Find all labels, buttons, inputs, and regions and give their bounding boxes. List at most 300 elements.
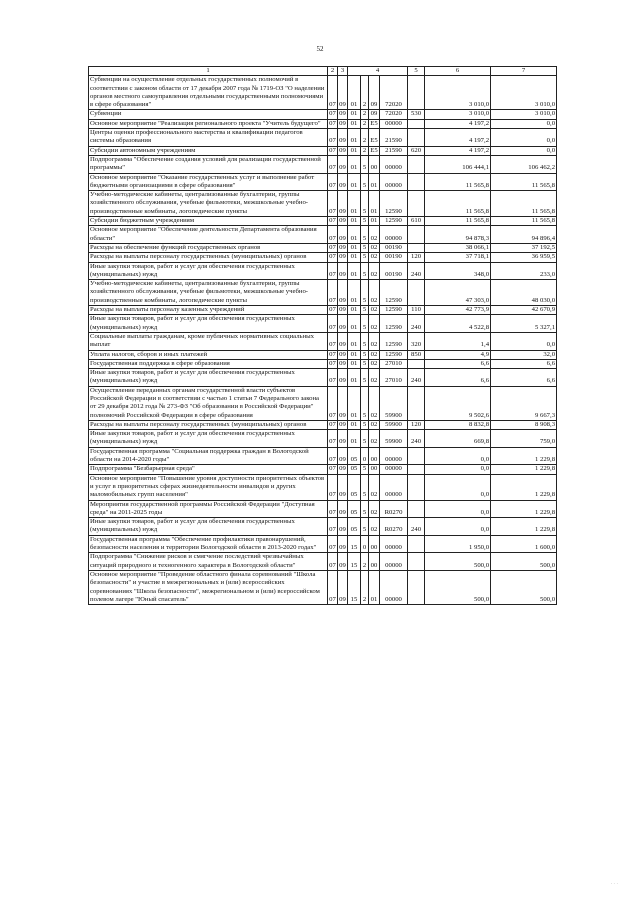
row-amount-col6: 0,0: [425, 465, 491, 474]
row-program-code: 01: [348, 155, 361, 173]
row-direction-code: 00000: [380, 465, 408, 474]
row-direction-code: 72020: [380, 110, 408, 119]
row-amount-col6: 3 010,0: [425, 76, 491, 110]
table-row: [89, 553, 557, 571]
row-amount-col6: 94 878,3: [425, 226, 491, 244]
row-amount-col6: 42 773,9: [425, 306, 491, 315]
row-subsection-code: 09: [339, 253, 346, 261]
row-program-code: 01: [348, 332, 361, 350]
row-expense-type-code: 320: [408, 332, 425, 350]
row-activity-code: E5: [370, 146, 378, 154]
row-amount-col6: 0,0: [425, 474, 491, 500]
table-row: [89, 315, 557, 333]
row-amount-col7: 0,0: [491, 146, 557, 155]
row-subsection-code: 09: [338, 570, 348, 604]
row-expense-type-code: 120: [408, 420, 425, 429]
row-activity-code: 02: [369, 315, 380, 333]
row-name-cell: Осуществление переданных органам государственной власти субъектов Российской Федерации в соответствии с частью 1 статьи 7 Федерального закона от 29 декабря 2012 года № 273-ФЗ "Об образовании в Российской Федерации" полномочий Российской Федерации в сфере образования: [89, 386, 328, 420]
row-expense-type-code: [408, 76, 425, 110]
row-program-code: 01: [348, 191, 361, 217]
row-subsection-code: 09: [338, 332, 348, 350]
row-name-cell: Учебно-методические кабинеты, централизованные бухгалтерии, группы хозяйственного обслуживания, учебные фильмотеки, межшкольные учебно-производственные комбинаты, логопедические пункты: [89, 280, 328, 306]
row-amount-col7: 5 327,1: [491, 315, 557, 333]
row-direction-code: 00000: [380, 155, 408, 173]
table-row: [89, 359, 557, 368]
row-section-code: 07: [328, 155, 338, 173]
row-activity-code: 01: [369, 570, 380, 604]
row-subsection-code: 09: [338, 173, 348, 191]
row-subsection-code: 09: [338, 369, 348, 387]
row-program-code: 01: [348, 386, 361, 420]
row-expense-type-code: [408, 119, 425, 128]
row-expense-type-code: [408, 474, 425, 500]
row-amount-col6: 6,6: [425, 359, 491, 368]
table-row: [89, 191, 557, 217]
row-program-code: 01: [348, 359, 361, 368]
table-row: [89, 535, 557, 553]
row-direction-code: 12590: [380, 315, 408, 333]
row-amount-col6: 4 197,2: [425, 129, 491, 147]
row-name-cell: Государственная программа "Обеспечение профилактики правонарушений, безопасности населения и территории Вологодской области в 2013-2020 годах": [89, 535, 328, 553]
row-section-code: 07: [329, 243, 336, 251]
row-subprogram-code: 2: [361, 146, 369, 155]
row-activity-code: 02: [369, 350, 380, 359]
row-direction-code: 12590: [380, 191, 408, 217]
row-section-code: 07: [329, 110, 336, 118]
table-row: [89, 474, 557, 500]
row-name-cell: Иные закупки товаров, работ и услуг для обеспечения государственных (муниципальных) нужд: [89, 262, 328, 280]
table-row: [89, 500, 557, 518]
row-subsection-code: 09: [338, 430, 348, 448]
row-name-cell: Основное мероприятие "Повышение уровня доступности приоритетных объектов и услуг в приоритетных сферах жизнедеятельности инвалидов и других маломобильных групп населения": [89, 474, 328, 500]
row-direction-code: 27010: [380, 359, 408, 368]
row-activity-code: 00: [369, 155, 380, 173]
row-program-code: 05: [348, 447, 361, 465]
row-section-code: 07: [328, 332, 338, 350]
row-subprogram-code: 5: [361, 430, 369, 448]
row-program-code: 15: [348, 570, 361, 604]
row-name-cell: Центры оценки профессионального мастерства и квалификации педагогов системы образования: [89, 129, 328, 147]
row-subprogram-code: 5: [361, 173, 369, 191]
row-program-code: 01: [348, 253, 361, 262]
row-subsection-code: 09: [338, 386, 348, 420]
row-section-code: 07: [328, 430, 338, 448]
row-subprogram-code: 2: [361, 553, 369, 571]
row-expense-type-code: [408, 243, 425, 252]
row-expense-type-code: 240: [408, 369, 425, 387]
row-amount-col6: 0,0: [425, 518, 491, 536]
row-name-cell: Подпрограмма "Снижение рисков и смягчение последствий чрезвычайных ситуаций природного и техногенного характера в Вологодской области": [89, 553, 328, 571]
row-expense-type-code: 850: [408, 350, 425, 359]
row-expense-type-code: 240: [408, 315, 425, 333]
row-amount-col6: 3 010,0: [425, 110, 491, 119]
table-row: [89, 518, 557, 536]
row-expense-type-code: 620: [408, 146, 425, 155]
table-row: [89, 306, 557, 315]
table-row: [89, 76, 557, 110]
row-program-code: 01: [348, 110, 361, 119]
row-program-code: 05: [348, 500, 361, 518]
table-row: [89, 262, 557, 280]
row-amount-col6: 11 565,8: [425, 191, 491, 217]
row-expense-type-code: 530: [408, 110, 425, 119]
row-amount-col6: 348,0: [425, 262, 491, 280]
row-amount-col6: 11 565,8: [425, 217, 491, 226]
row-direction-code: 59900: [380, 430, 408, 448]
row-amount-col7: 9 667,3: [491, 386, 557, 420]
row-subsection-code: 09: [338, 315, 348, 333]
row-expense-type-code: [408, 173, 425, 191]
row-activity-code: 09: [369, 110, 380, 119]
row-expense-type-code: 240: [408, 518, 425, 536]
row-direction-code: 00000: [380, 570, 408, 604]
row-activity-code: 02: [369, 369, 380, 387]
table-row: [89, 146, 557, 155]
row-name-cell: Основное мероприятие "Проведение областного финала соревнований "Школа безопасности" и участие в межрегиональных и (или) всероссийских соревнованиях "Школа безопасности", межрегиональном и (или) всероссийском полевом лагере "Юный спасатель": [89, 570, 328, 604]
row-program-code: 05: [348, 465, 361, 474]
row-expense-type-code: [408, 386, 425, 420]
row-subsection-code: 09: [338, 280, 348, 306]
row-name-cell: Иные закупки товаров, работ и услуг для обеспечения государственных (муниципальных) нужд: [89, 430, 328, 448]
row-section-code: 07: [329, 306, 336, 314]
row-subsection-code: 09: [339, 359, 346, 367]
row-section-code: 07: [328, 280, 338, 306]
row-activity-code: 02: [369, 430, 380, 448]
row-program-code: 01: [348, 146, 361, 155]
row-direction-code: 00000: [380, 553, 408, 571]
row-section-code: 07: [328, 262, 338, 280]
row-amount-col6: 11 565,8: [425, 173, 491, 191]
row-subprogram-code: 5: [361, 217, 369, 226]
row-amount-col7: 500,0: [491, 553, 557, 571]
row-amount-col6: 47 303,0: [425, 280, 491, 306]
row-section-code: 07: [328, 553, 338, 571]
row-section-code: 07: [328, 474, 338, 500]
row-subsection-code: 09: [339, 350, 346, 358]
row-section-code: 07: [329, 119, 336, 127]
table-row: [89, 332, 557, 350]
row-activity-code: 02: [369, 280, 380, 306]
row-activity-code: E5: [369, 129, 380, 147]
row-amount-col6: 4 197,2: [425, 146, 491, 155]
row-program-code: 01: [348, 129, 361, 147]
row-subprogram-code: 2: [361, 570, 369, 604]
row-amount-col7: 6,6: [491, 359, 557, 368]
row-amount-col7: 32,0: [491, 350, 557, 359]
row-subsection-code: 09: [338, 76, 348, 110]
table-row: [89, 173, 557, 191]
row-subsection-code: 09: [338, 226, 348, 244]
row-direction-code: 12590: [380, 280, 408, 306]
row-program-code: 01: [348, 430, 361, 448]
row-program-code: 01: [348, 243, 361, 252]
row-program-code: 15: [348, 535, 361, 553]
header-col-1: 1: [89, 67, 328, 76]
row-section-code: 07: [328, 535, 338, 553]
row-section-code: 07: [328, 76, 338, 110]
row-amount-col6: 8 832,8: [425, 420, 491, 429]
row-subsection-code: 09: [338, 447, 348, 465]
row-activity-code: 00: [369, 553, 380, 571]
row-program-code: 01: [348, 119, 361, 128]
row-amount-col6: 669,8: [425, 430, 491, 448]
row-expense-type-code: [408, 129, 425, 147]
row-subsection-code: 09: [338, 129, 348, 147]
row-section-code: 07: [329, 350, 336, 358]
row-subprogram-code: 5: [361, 420, 369, 429]
table-row: [89, 253, 557, 262]
row-activity-code: 02: [369, 226, 380, 244]
row-activity-code: 01: [369, 217, 380, 226]
table-row: [89, 110, 557, 119]
row-subsection-code: 09: [339, 420, 346, 428]
row-section-code: 07: [328, 129, 338, 147]
row-activity-code: 02: [369, 332, 380, 350]
row-amount-col7: 1 229,8: [491, 465, 557, 474]
row-direction-code: 59900: [380, 420, 408, 429]
row-amount-col6: 4 197,2: [425, 119, 491, 128]
row-subprogram-code: 5: [361, 350, 369, 359]
row-direction-code: 00000: [380, 119, 408, 128]
row-amount-col6: 1,4: [425, 332, 491, 350]
table-row: [89, 386, 557, 420]
row-amount-col7: 0,0: [491, 332, 557, 350]
row-expense-type-code: [408, 155, 425, 173]
row-expense-type-code: [408, 500, 425, 518]
row-name-cell: Иные закупки товаров, работ и услуг для обеспечения государственных (муниципальных) нужд: [89, 369, 328, 387]
row-direction-code: 12590: [380, 306, 408, 315]
row-section-code: 07: [328, 500, 338, 518]
row-expense-type-code: [408, 280, 425, 306]
row-section-code: 07: [329, 420, 336, 428]
header-col-6: 6: [425, 67, 491, 76]
row-direction-code: 27010: [380, 369, 408, 387]
row-subsection-code: 09: [338, 518, 348, 536]
row-subprogram-code: 2: [361, 110, 369, 119]
row-activity-code: 02: [369, 474, 380, 500]
row-direction-code: 12590: [380, 350, 408, 359]
row-program-code: 05: [348, 518, 361, 536]
row-activity-code: 02: [369, 420, 380, 429]
row-name-cell: Расходы на выплаты персоналу государственных (муниципальных) органов: [89, 420, 328, 429]
row-section-code: 07: [328, 570, 338, 604]
row-program-code: 01: [348, 306, 361, 315]
row-section-code: 07: [328, 386, 338, 420]
table-row: [89, 465, 557, 474]
row-activity-code: 00: [369, 447, 380, 465]
row-activity-code: 02: [369, 253, 380, 262]
row-activity-code: 01: [369, 191, 380, 217]
row-activity-code: 01: [369, 173, 380, 191]
row-expense-type-code: [408, 535, 425, 553]
row-section-code: 07: [329, 465, 336, 473]
row-subprogram-code: 5: [361, 474, 369, 500]
row-name-cell: Субсидии бюджетным учреждениям: [89, 217, 328, 226]
row-subprogram-code: 5: [361, 518, 369, 536]
row-activity-code: 09: [369, 76, 380, 110]
row-program-code: 01: [348, 226, 361, 244]
scan-mark: · · ·: [610, 882, 618, 887]
row-subprogram-code: 5: [361, 262, 369, 280]
row-amount-col7: 1 229,8: [491, 474, 557, 500]
row-section-code: 07: [328, 191, 338, 217]
row-amount-col6: 6,6: [425, 369, 491, 387]
row-direction-code: 12590: [380, 217, 408, 226]
row-program-code: 01: [348, 173, 361, 191]
row-name-cell: Мероприятия государственной программы Российской Федерации "Доступная среда" на 2011-2025 годы: [89, 500, 328, 518]
page-number: 52: [316, 45, 324, 53]
row-expense-type-code: [408, 465, 425, 474]
row-direction-code: 72020: [380, 76, 408, 110]
row-section-code: 07: [328, 447, 338, 465]
row-program-code: 01: [348, 262, 361, 280]
row-amount-col6: 106 444,1: [425, 155, 491, 173]
row-amount-col7: 1 229,8: [491, 447, 557, 465]
table-row: [89, 217, 557, 226]
header-col-2: 2: [328, 67, 338, 76]
row-subsection-code: 09: [339, 119, 346, 127]
row-activity-code: 02: [369, 262, 380, 280]
row-program-code: 01: [348, 217, 361, 226]
row-name-cell: Расходы на выплаты персоналу казенных учреждений: [89, 306, 328, 315]
row-name-cell: Подпрограмма "Обеспечение создания условий для реализации государственной программы": [89, 155, 328, 173]
row-direction-code: 00000: [380, 173, 408, 191]
row-name-cell: Государственная программа "Социальная поддержка граждан в Вологодской области на 2014-2020 годы": [89, 447, 328, 465]
row-amount-col7: 1 229,8: [491, 518, 557, 536]
row-subsection-code: 09: [339, 306, 346, 314]
row-amount-col6: 4 522,8: [425, 315, 491, 333]
row-amount-col6: 1 950,0: [425, 535, 491, 553]
row-subprogram-code: 5: [361, 369, 369, 387]
row-program-code: 01: [348, 76, 361, 110]
row-section-code: 07: [329, 146, 336, 154]
row-subsection-code: 09: [339, 243, 346, 251]
row-direction-code: 00000: [380, 474, 408, 500]
row-section-code: 07: [328, 369, 338, 387]
table-row: [89, 369, 557, 387]
row-subprogram-code: 5: [361, 306, 369, 315]
row-subsection-code: 09: [339, 110, 346, 118]
row-direction-code: 00190: [380, 262, 408, 280]
row-amount-col7: 48 030,0: [491, 280, 557, 306]
row-name-cell: Расходы на выплаты персоналу государственных (муниципальных) органов: [89, 253, 328, 262]
row-section-code: 07: [328, 226, 338, 244]
row-subprogram-code: 2: [361, 129, 369, 147]
budget-table: [88, 66, 557, 605]
row-subprogram-code: 5: [361, 243, 369, 252]
row-amount-col6: 9 502,6: [425, 386, 491, 420]
table-row: [89, 243, 557, 252]
row-direction-code: 21590: [380, 129, 408, 147]
row-subprogram-code: 5: [361, 500, 369, 518]
row-expense-type-code: [408, 570, 425, 604]
row-name-cell: Уплата налогов, сборов и иных платежей: [89, 350, 328, 359]
header-col-4: 4: [348, 67, 408, 76]
row-direction-code: 00000: [380, 226, 408, 244]
row-section-code: 07: [328, 518, 338, 536]
row-subprogram-code: 5: [361, 155, 369, 173]
row-name-cell: Подпрограмма "Безбарьерная среда": [89, 465, 328, 474]
table-row: [89, 119, 557, 128]
row-subprogram-code: 2: [361, 119, 369, 128]
row-name-cell: Основное мероприятие "Обеспечение деятельности Департамента образования области": [89, 226, 328, 244]
table-row: [89, 226, 557, 244]
row-amount-col7: 6,6: [491, 369, 557, 387]
row-name-cell: Расходы на обеспечение функций государственных органов: [89, 243, 328, 252]
header-col-3: 3: [338, 67, 348, 76]
row-subprogram-code: 5: [361, 191, 369, 217]
row-subsection-code: 09: [338, 155, 348, 173]
table-row: [89, 280, 557, 306]
row-name-cell: Субвенции: [89, 110, 328, 119]
row-amount-col6: 37 718,1: [425, 253, 491, 262]
row-section-code: 07: [329, 217, 336, 225]
row-direction-code: 00000: [380, 447, 408, 465]
row-subsection-code: 09: [338, 474, 348, 500]
table-row: [89, 155, 557, 173]
row-amount-col6: 38 066,1: [425, 243, 491, 252]
row-amount-col7: 42 670,9: [491, 306, 557, 315]
row-activity-code: 02: [369, 306, 380, 315]
row-direction-code: 12590: [380, 332, 408, 350]
row-amount-col6: 500,0: [425, 553, 491, 571]
table-row: [89, 350, 557, 359]
row-amount-col6: 500,0: [425, 570, 491, 604]
row-subsection-code: 09: [338, 262, 348, 280]
row-activity-code: 00: [369, 535, 380, 553]
row-section-code: 07: [329, 253, 336, 261]
row-amount-col7: 759,0: [491, 430, 557, 448]
row-subsection-code: 09: [338, 191, 348, 217]
row-amount-col7: 1 600,0: [491, 535, 557, 553]
header-col-7: 7: [491, 67, 557, 76]
row-program-code: 01: [348, 315, 361, 333]
table-row: [89, 430, 557, 448]
row-activity-code: 02: [369, 359, 380, 368]
row-section-code: 07: [329, 359, 336, 367]
row-subsection-code: 09: [339, 217, 346, 225]
row-amount-col6: 0,0: [425, 447, 491, 465]
row-expense-type-code: [408, 553, 425, 571]
row-direction-code: 00190: [380, 243, 408, 252]
row-expense-type-code: [408, 226, 425, 244]
row-subsection-code: 09: [339, 465, 346, 473]
row-subprogram-code: 5: [361, 359, 369, 368]
row-expense-type-code: 240: [408, 430, 425, 448]
row-subprogram-code: 5: [361, 386, 369, 420]
row-amount-col7: 11 565,8: [491, 191, 557, 217]
row-subsection-code: 09: [338, 535, 348, 553]
row-amount-col7: 11 565,8: [491, 217, 557, 226]
table-body: [89, 76, 557, 605]
row-expense-type-code: [408, 359, 425, 368]
row-amount-col7: 36 959,5: [491, 253, 557, 262]
row-activity-code: 02: [369, 386, 380, 420]
row-amount-col7: 94 896,4: [491, 226, 557, 244]
row-subprogram-code: 5: [361, 226, 369, 244]
row-activity-code: 02: [369, 243, 380, 252]
row-activity-code: 00: [369, 465, 380, 474]
row-program-code: 01: [348, 420, 361, 429]
row-subprogram-code: 2: [361, 76, 369, 110]
row-name-cell: Социальные выплаты гражданам, кроме публичных нормативных социальных выплат: [89, 332, 328, 350]
row-amount-col7: 0,0: [491, 129, 557, 147]
row-amount-col7: 37 192,5: [491, 243, 557, 252]
table-row: [89, 447, 557, 465]
row-program-code: 15: [348, 553, 361, 571]
row-expense-type-code: 110: [408, 306, 425, 315]
row-direction-code: 21590: [380, 146, 408, 155]
